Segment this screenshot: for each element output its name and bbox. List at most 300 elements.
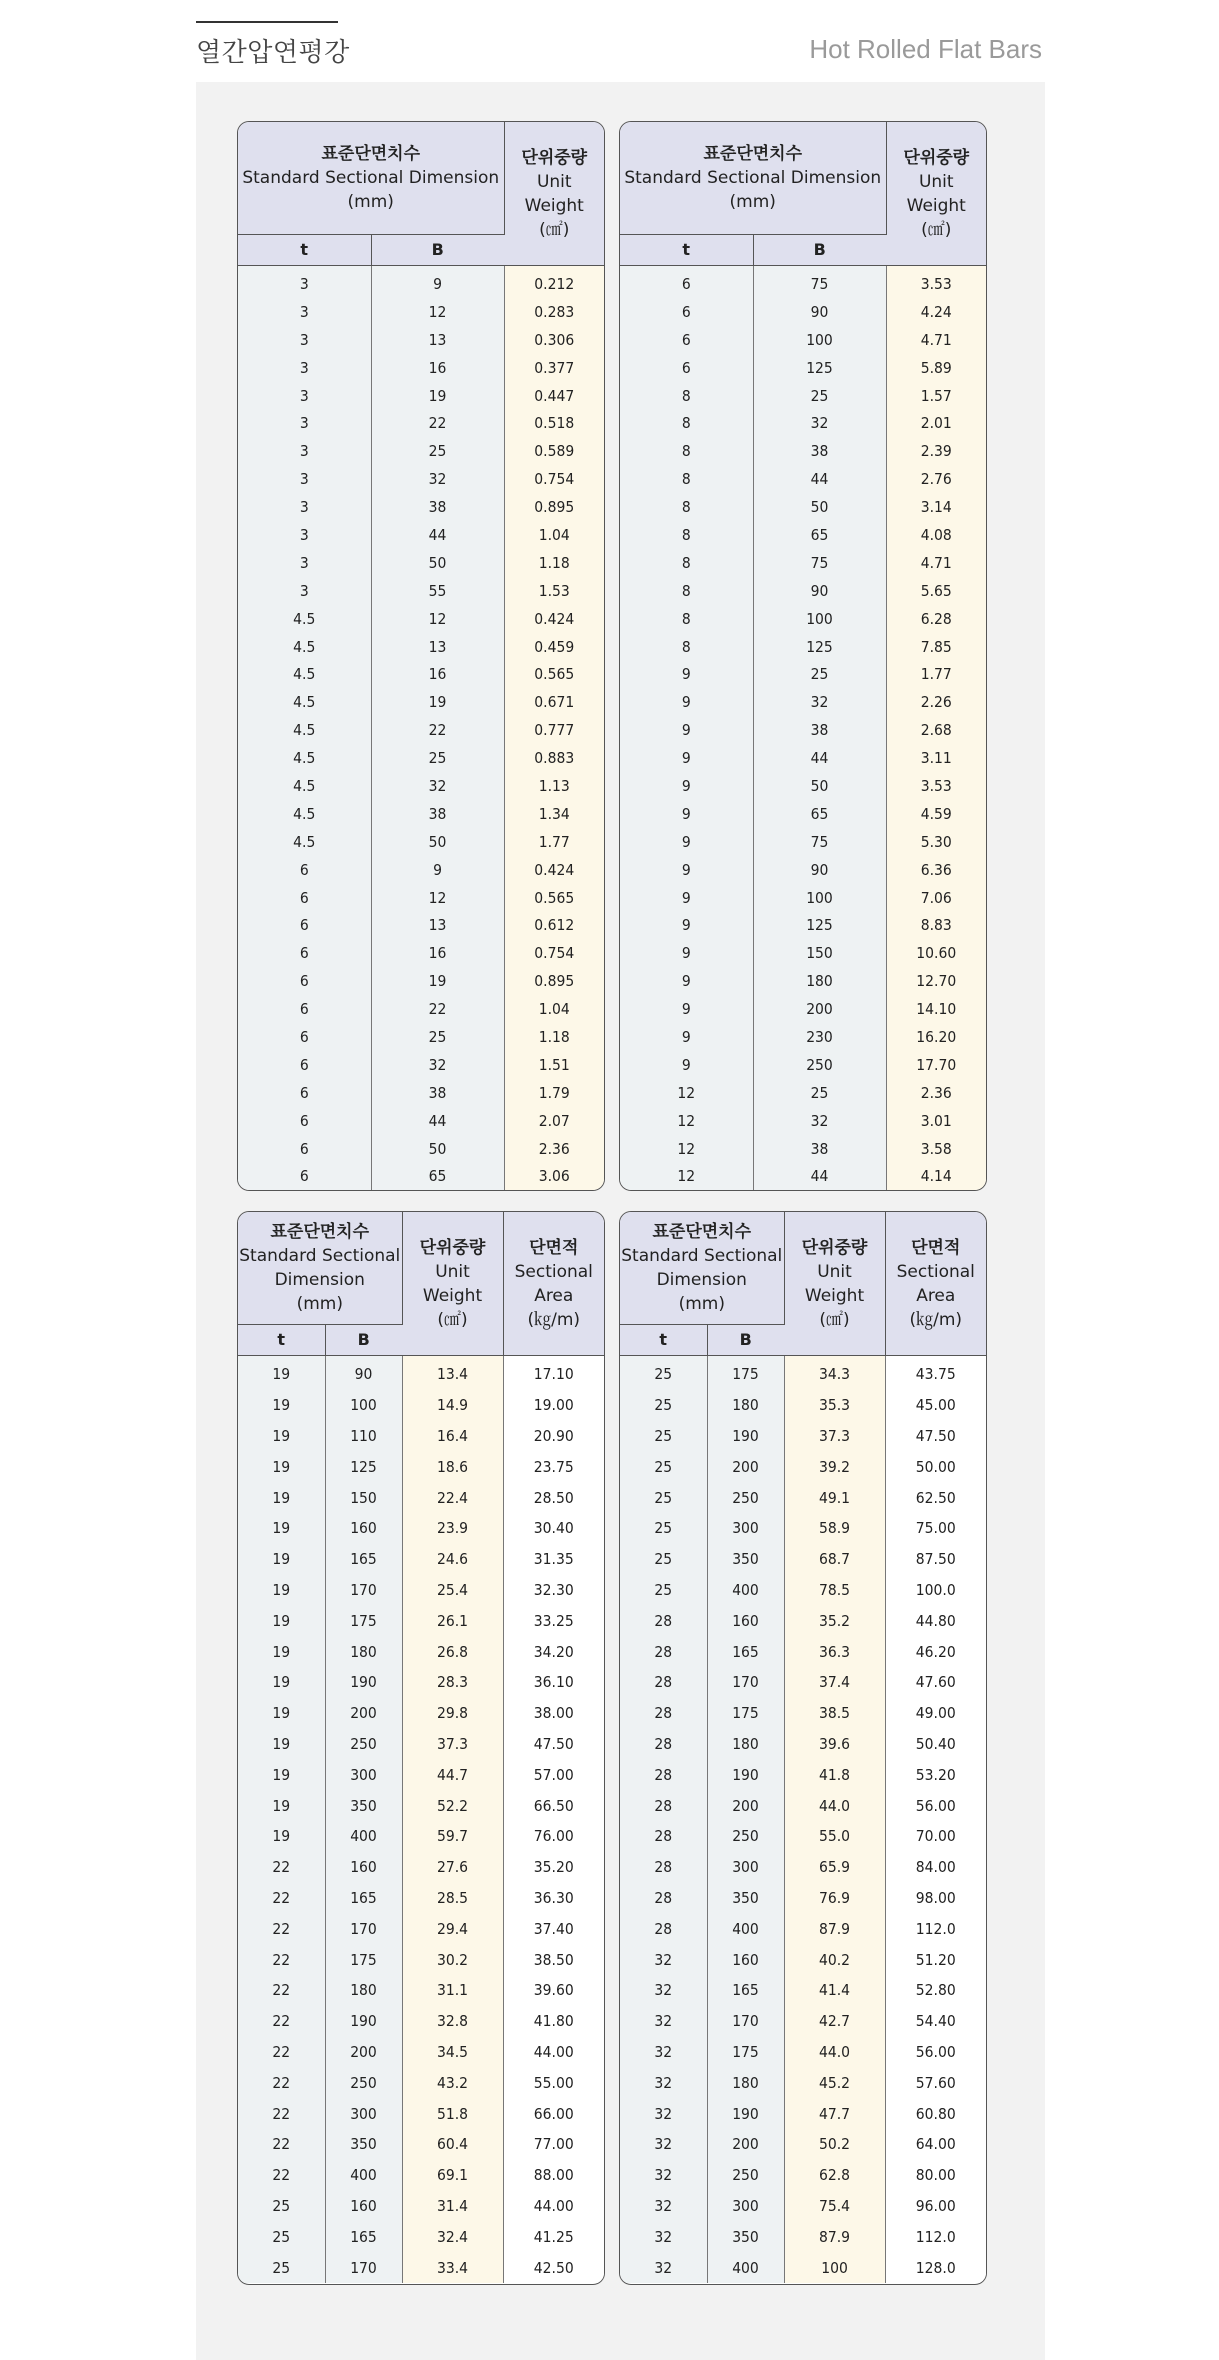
header-standard-dimension: [620, 122, 886, 235]
table-row: [620, 2221, 986, 2252]
header-unit-ko: 단위중량: [521, 147, 588, 168]
table-row: [238, 967, 604, 995]
cell-unit-weight: 68.7: [784, 1544, 885, 1575]
table-row: [620, 1356, 986, 1390]
cell-b: 160: [325, 2191, 402, 2222]
table-row: [620, 744, 986, 772]
table-row: [238, 2221, 604, 2252]
cell-b: 170: [325, 1913, 402, 1944]
table-row: [238, 856, 604, 884]
cell-b: 350: [707, 2221, 784, 2252]
cell-t: 32: [620, 2191, 707, 2222]
cell-sectional-area: 17.10: [503, 1356, 604, 1390]
cell-b: 250: [707, 1821, 784, 1852]
header-unit-en2: Weight: [422, 1285, 483, 1306]
cell-sectional-area: 36.30: [503, 1883, 604, 1914]
cell-b: 50: [371, 549, 504, 577]
cell-b: 75: [753, 549, 886, 577]
cell-unit-weight: 5.65: [886, 577, 986, 605]
cell-t: 6: [238, 1051, 371, 1079]
header-std-ko: 표준단면치수: [270, 1222, 370, 1242]
cell-t: 9: [620, 828, 753, 856]
cell-unit-weight: 44.7: [402, 1759, 503, 1790]
cell-sectional-area: 43.75: [885, 1356, 986, 1390]
cell-t: 28: [620, 1698, 707, 1729]
table-row: [620, 1975, 986, 2006]
cell-t: 19: [238, 1636, 325, 1667]
cell-unit-weight: 1.18: [504, 549, 604, 577]
cell-t: 22: [238, 2160, 325, 2191]
header-unit-en2: Weight: [524, 195, 584, 216]
cell-sectional-area: 44.00: [503, 2191, 604, 2222]
header-area-ko: 단면적: [529, 1237, 579, 1258]
header-mm: (mm): [729, 192, 776, 212]
table-row: [238, 2160, 604, 2191]
cell-unit-weight: 0.671: [504, 688, 604, 716]
cell-unit-weight: 0.883: [504, 744, 604, 772]
cell-t: 19: [238, 1356, 325, 1390]
header-t: t: [238, 235, 371, 266]
table-row: [238, 437, 604, 465]
cell-b: 38: [371, 800, 504, 828]
cell-t: 25: [238, 2191, 325, 2222]
table-row: [620, 298, 986, 326]
cell-t: 22: [238, 1944, 325, 1975]
table-row: [620, 1636, 986, 1667]
cell-unit-weight: 0.754: [504, 465, 604, 493]
cell-b: 22: [371, 409, 504, 437]
cell-b: 9: [371, 266, 504, 298]
cell-sectional-area: 57.00: [503, 1759, 604, 1790]
cell-sectional-area: 33.25: [503, 1605, 604, 1636]
cell-sectional-area: 64.00: [885, 2129, 986, 2160]
cell-t: 8: [620, 382, 753, 410]
cell-unit-weight: 3.14: [886, 493, 986, 521]
table-row: [238, 995, 604, 1023]
page-title-korean: 열간압연평강: [196, 38, 350, 68]
cell-t: 9: [620, 800, 753, 828]
cell-b: 300: [707, 1513, 784, 1544]
cell-unit-weight: 35.3: [784, 1390, 885, 1421]
table-row: [620, 1913, 986, 1944]
table-row: [238, 1356, 604, 1390]
cell-b: 65: [753, 521, 886, 549]
cell-unit-weight: 6.28: [886, 605, 986, 633]
cell-b: 65: [753, 800, 886, 828]
cell-b: 100: [753, 884, 886, 912]
table-row: [620, 1575, 986, 1606]
cell-b: 110: [325, 1421, 402, 1452]
cell-sectional-area: 84.00: [885, 1852, 986, 1883]
cell-unit-weight: 76.9: [784, 1883, 885, 1914]
table-row: [238, 354, 604, 382]
header-area-en1: Sectional: [896, 1261, 975, 1282]
cell-unit-weight: 26.1: [402, 1605, 503, 1636]
header-standard-dimension: [238, 1212, 402, 1325]
cell-b: 13: [371, 911, 504, 939]
cell-b: 75: [753, 828, 886, 856]
cell-sectional-area: 87.50: [885, 1544, 986, 1575]
cell-t: 6: [620, 354, 753, 382]
table-row: [238, 1913, 604, 1944]
cell-t: 19: [238, 1759, 325, 1790]
cell-b: 165: [707, 1636, 784, 1667]
cell-unit-weight: 29.8: [402, 1698, 503, 1729]
header-unit-weight: [402, 1212, 503, 1356]
cell-sectional-area: 47.50: [503, 1729, 604, 1760]
cell-unit-weight: 32.8: [402, 2006, 503, 2037]
header-std-en: Standard Sectional Dimension: [624, 168, 882, 188]
cell-unit-weight: 39.2: [784, 1451, 885, 1482]
header-unit-en1: Unit: [817, 1261, 852, 1282]
cell-unit-weight: 0.212: [504, 266, 604, 298]
table-row: [238, 1451, 604, 1482]
cell-b: 200: [707, 2129, 784, 2160]
cell-sectional-area: 77.00: [503, 2129, 604, 2160]
page-title-english: Hot Rolled Flat Bars: [809, 34, 1042, 64]
table-row: [238, 660, 604, 688]
cell-b: 16: [371, 660, 504, 688]
cell-t: 4.5: [238, 800, 371, 828]
cell-t: 3: [238, 577, 371, 605]
table-row: [620, 1107, 986, 1135]
cell-unit-weight: 39.6: [784, 1729, 885, 1760]
header-unit-ko: 단위중량: [801, 1237, 868, 1258]
table-row: [238, 1698, 604, 1729]
cell-b: 400: [325, 1821, 402, 1852]
cell-sectional-area: 128.0: [885, 2252, 986, 2283]
table-row: [620, 1729, 986, 1760]
cell-t: 3: [238, 298, 371, 326]
table-row: [620, 1852, 986, 1883]
cell-t: 25: [620, 1482, 707, 1513]
cell-t: 19: [238, 1790, 325, 1821]
cell-t: 32: [620, 2252, 707, 2283]
cell-t: 3: [238, 266, 371, 298]
cell-t: 8: [620, 437, 753, 465]
cell-b: 175: [707, 2037, 784, 2068]
cell-unit-weight: 49.1: [784, 1482, 885, 1513]
cell-b: 300: [707, 2191, 784, 2222]
cell-unit-weight: 1.04: [504, 521, 604, 549]
cell-b: 400: [325, 2160, 402, 2191]
table-row: [238, 298, 604, 326]
cell-t: 6: [238, 1023, 371, 1051]
cell-unit-weight: 51.8: [402, 2098, 503, 2129]
cell-unit-weight: 3.11: [886, 744, 986, 772]
cell-b: 190: [707, 1759, 784, 1790]
cell-sectional-area: 112.0: [885, 2221, 986, 2252]
cell-t: 6: [238, 1163, 371, 1191]
cell-unit-weight: 0.459: [504, 633, 604, 661]
cell-unit-weight: 87.9: [784, 1913, 885, 1944]
table-row: [238, 2067, 604, 2098]
cell-unit-weight: 1.77: [886, 660, 986, 688]
cell-sectional-area: 28.50: [503, 1482, 604, 1513]
cell-unit-weight: 0.377: [504, 354, 604, 382]
cell-b: 170: [707, 1667, 784, 1698]
cell-unit-weight: 4.71: [886, 549, 986, 577]
cell-b: 19: [371, 967, 504, 995]
table-row: [238, 465, 604, 493]
cell-unit-weight: 3.58: [886, 1135, 986, 1163]
table-bottom-right: [619, 1211, 987, 2285]
cell-unit-weight: 0.895: [504, 967, 604, 995]
cell-b: 150: [325, 1482, 402, 1513]
cell-unit-weight: 2.36: [504, 1135, 604, 1163]
cell-sectional-area: 112.0: [885, 1913, 986, 1944]
table-body: [238, 266, 604, 1191]
header-mm: (mm): [347, 192, 394, 212]
cell-b: 165: [325, 2221, 402, 2252]
cell-unit-weight: 59.7: [402, 1821, 503, 1852]
cell-b: 165: [707, 1975, 784, 2006]
cell-b: 190: [707, 1421, 784, 1452]
cell-b: 25: [753, 660, 886, 688]
table-row: [620, 1544, 986, 1575]
cell-t: 19: [238, 1513, 325, 1544]
cell-unit-weight: 28.3: [402, 1667, 503, 1698]
cell-t: 32: [620, 1944, 707, 1975]
cell-t: 8: [620, 409, 753, 437]
cell-t: 9: [620, 660, 753, 688]
cell-unit-weight: 100: [784, 2252, 885, 2283]
cell-sectional-area: 98.00: [885, 1883, 986, 1914]
cell-unit-weight: 69.1: [402, 2160, 503, 2191]
cell-unit-weight: 43.2: [402, 2067, 503, 2098]
table-row: [238, 1107, 604, 1135]
cell-t: 4.5: [238, 688, 371, 716]
cell-sectional-area: 46.20: [885, 1636, 986, 1667]
cell-t: 4.5: [238, 772, 371, 800]
header-t: t: [620, 235, 753, 266]
cell-t: 22: [238, 1975, 325, 2006]
table-row: [238, 1667, 604, 1698]
cell-t: 28: [620, 1852, 707, 1883]
cell-t: 3: [238, 382, 371, 410]
cell-t: 19: [238, 1544, 325, 1575]
cell-t: 3: [238, 549, 371, 577]
cell-sectional-area: 44.00: [503, 2037, 604, 2068]
cell-b: 25: [371, 437, 504, 465]
table-bottom-left: [237, 1211, 605, 2285]
cell-t: 6: [238, 1079, 371, 1107]
cell-t: 19: [238, 1451, 325, 1482]
cell-unit-weight: 4.59: [886, 800, 986, 828]
table-row: [238, 1636, 604, 1667]
table-row: [620, 1482, 986, 1513]
cell-t: 9: [620, 856, 753, 884]
cell-b: 150: [753, 939, 886, 967]
header-std-en1: Standard Sectional: [621, 1246, 783, 1266]
cell-b: 250: [753, 1051, 886, 1079]
cell-sectional-area: 57.60: [885, 2067, 986, 2098]
cell-unit-weight: 26.8: [402, 1636, 503, 1667]
cell-t: 22: [238, 1913, 325, 1944]
cell-b: 38: [371, 1079, 504, 1107]
cell-sectional-area: 70.00: [885, 1821, 986, 1852]
table-row: [238, 1575, 604, 1606]
cell-b: 350: [707, 1883, 784, 1914]
cell-t: 25: [620, 1421, 707, 1452]
header-area-u: (㎏/m): [909, 1309, 963, 1330]
cell-sectional-area: 45.00: [885, 1390, 986, 1421]
cell-sectional-area: 53.20: [885, 1759, 986, 1790]
cell-t: 9: [620, 967, 753, 995]
table-row: [620, 2252, 986, 2283]
header-unit-weight: [504, 122, 604, 266]
cell-b: 125: [753, 354, 886, 382]
cell-t: 8: [620, 493, 753, 521]
cell-b: 200: [707, 1451, 784, 1482]
cell-t: 32: [620, 2098, 707, 2129]
table-row: [238, 772, 604, 800]
cell-unit-weight: 58.9: [784, 1513, 885, 1544]
table-row: [620, 2191, 986, 2222]
cell-sectional-area: 41.80: [503, 2006, 604, 2037]
cell-b: 200: [325, 1698, 402, 1729]
cell-b: 38: [753, 1135, 886, 1163]
table-row: [620, 660, 986, 688]
cell-b: 125: [325, 1451, 402, 1482]
cell-t: 3: [238, 465, 371, 493]
header-t: t: [620, 1325, 707, 1356]
table-row: [620, 1163, 986, 1191]
cell-b: 180: [707, 2067, 784, 2098]
cell-b: 50: [371, 828, 504, 856]
cell-sectional-area: 96.00: [885, 2191, 986, 2222]
cell-b: 32: [371, 1051, 504, 1079]
table-row: [238, 2191, 604, 2222]
cell-t: 9: [620, 995, 753, 1023]
table-body: [620, 266, 986, 1191]
cell-b: 100: [753, 605, 886, 633]
table-row: [620, 1944, 986, 1975]
cell-t: 3: [238, 409, 371, 437]
table-row: [620, 549, 986, 577]
cell-t: 25: [620, 1513, 707, 1544]
cell-sectional-area: 100.0: [885, 1575, 986, 1606]
table-row: [238, 2252, 604, 2283]
header-std-en2: Dimension: [274, 1270, 365, 1290]
cell-b: 180: [707, 1729, 784, 1760]
table-row: [238, 1729, 604, 1760]
cell-t: 9: [620, 1023, 753, 1051]
cell-t: 28: [620, 1790, 707, 1821]
table-row: [238, 1883, 604, 1914]
table-row: [620, 437, 986, 465]
cell-sectional-area: 55.00: [503, 2067, 604, 2098]
cell-unit-weight: 3.06: [504, 1163, 604, 1191]
cell-t: 3: [238, 437, 371, 465]
cell-t: 9: [620, 939, 753, 967]
cell-unit-weight: 13.4: [402, 1356, 503, 1390]
cell-unit-weight: 0.424: [504, 605, 604, 633]
cell-b: 400: [707, 1575, 784, 1606]
table-row: [620, 800, 986, 828]
cell-b: 44: [753, 744, 886, 772]
table-row: [620, 1513, 986, 1544]
cell-unit-weight: 1.57: [886, 382, 986, 410]
cell-unit-weight: 75.4: [784, 2191, 885, 2222]
cell-t: 6: [620, 326, 753, 354]
cell-t: 32: [620, 2160, 707, 2191]
cell-unit-weight: 0.565: [504, 884, 604, 912]
cell-t: 12: [620, 1163, 753, 1191]
cell-sectional-area: 76.00: [503, 1821, 604, 1852]
table-row: [238, 1513, 604, 1544]
cell-sectional-area: 39.60: [503, 1975, 604, 2006]
cell-unit-weight: 3.53: [886, 266, 986, 298]
table-row: [238, 266, 604, 298]
cell-b: 300: [325, 2098, 402, 2129]
table-row: [238, 2006, 604, 2037]
cell-sectional-area: 75.00: [885, 1513, 986, 1544]
cell-unit-weight: 31.4: [402, 2191, 503, 2222]
header-std-ko: 표준단면치수: [652, 1222, 752, 1242]
cell-unit-weight: 45.2: [784, 2067, 885, 2098]
cell-b: 9: [371, 856, 504, 884]
cell-unit-weight: 0.754: [504, 939, 604, 967]
cell-t: 6: [238, 939, 371, 967]
cell-unit-weight: 2.36: [886, 1079, 986, 1107]
cell-t: 32: [620, 2006, 707, 2037]
cell-b: 180: [707, 1390, 784, 1421]
cell-t: 8: [620, 549, 753, 577]
cell-t: 19: [238, 1575, 325, 1606]
cell-b: 16: [371, 939, 504, 967]
cell-unit-weight: 1.04: [504, 995, 604, 1023]
cell-b: 12: [371, 605, 504, 633]
cell-t: 12: [620, 1135, 753, 1163]
table-row: [238, 577, 604, 605]
cell-unit-weight: 8.83: [886, 911, 986, 939]
table-row: [238, 911, 604, 939]
table-row: [238, 605, 604, 633]
cell-unit-weight: 33.4: [402, 2252, 503, 2283]
table-row: [238, 744, 604, 772]
cell-b: 25: [371, 1023, 504, 1051]
header-area-en2: Area: [534, 1285, 574, 1306]
header-area-u: (㎏/m): [527, 1309, 581, 1330]
cell-b: 190: [325, 1667, 402, 1698]
table-row: [620, 856, 986, 884]
cell-b: 50: [371, 1135, 504, 1163]
header-standard-dimension: [238, 122, 504, 235]
table-row: [238, 1079, 604, 1107]
cell-t: 4.5: [238, 828, 371, 856]
cell-unit-weight: 1.53: [504, 577, 604, 605]
cell-t: 9: [620, 716, 753, 744]
cell-sectional-area: 47.60: [885, 1667, 986, 1698]
cell-b: 125: [753, 633, 886, 661]
cell-t: 32: [620, 2129, 707, 2160]
table-row: [620, 465, 986, 493]
cell-sectional-area: 41.25: [503, 2221, 604, 2252]
table-row: [620, 772, 986, 800]
table-row: [620, 2067, 986, 2098]
cell-sectional-area: 49.00: [885, 1698, 986, 1729]
table-row: [620, 1759, 986, 1790]
header-unit-en1: Unit: [435, 1261, 470, 1282]
cell-b: 180: [325, 1975, 402, 2006]
table-row: [238, 1051, 604, 1079]
table-row: [620, 2160, 986, 2191]
cell-t: 6: [238, 1135, 371, 1163]
cell-t: 6: [620, 298, 753, 326]
cell-unit-weight: 7.06: [886, 884, 986, 912]
cell-unit-weight: 30.2: [402, 1944, 503, 1975]
